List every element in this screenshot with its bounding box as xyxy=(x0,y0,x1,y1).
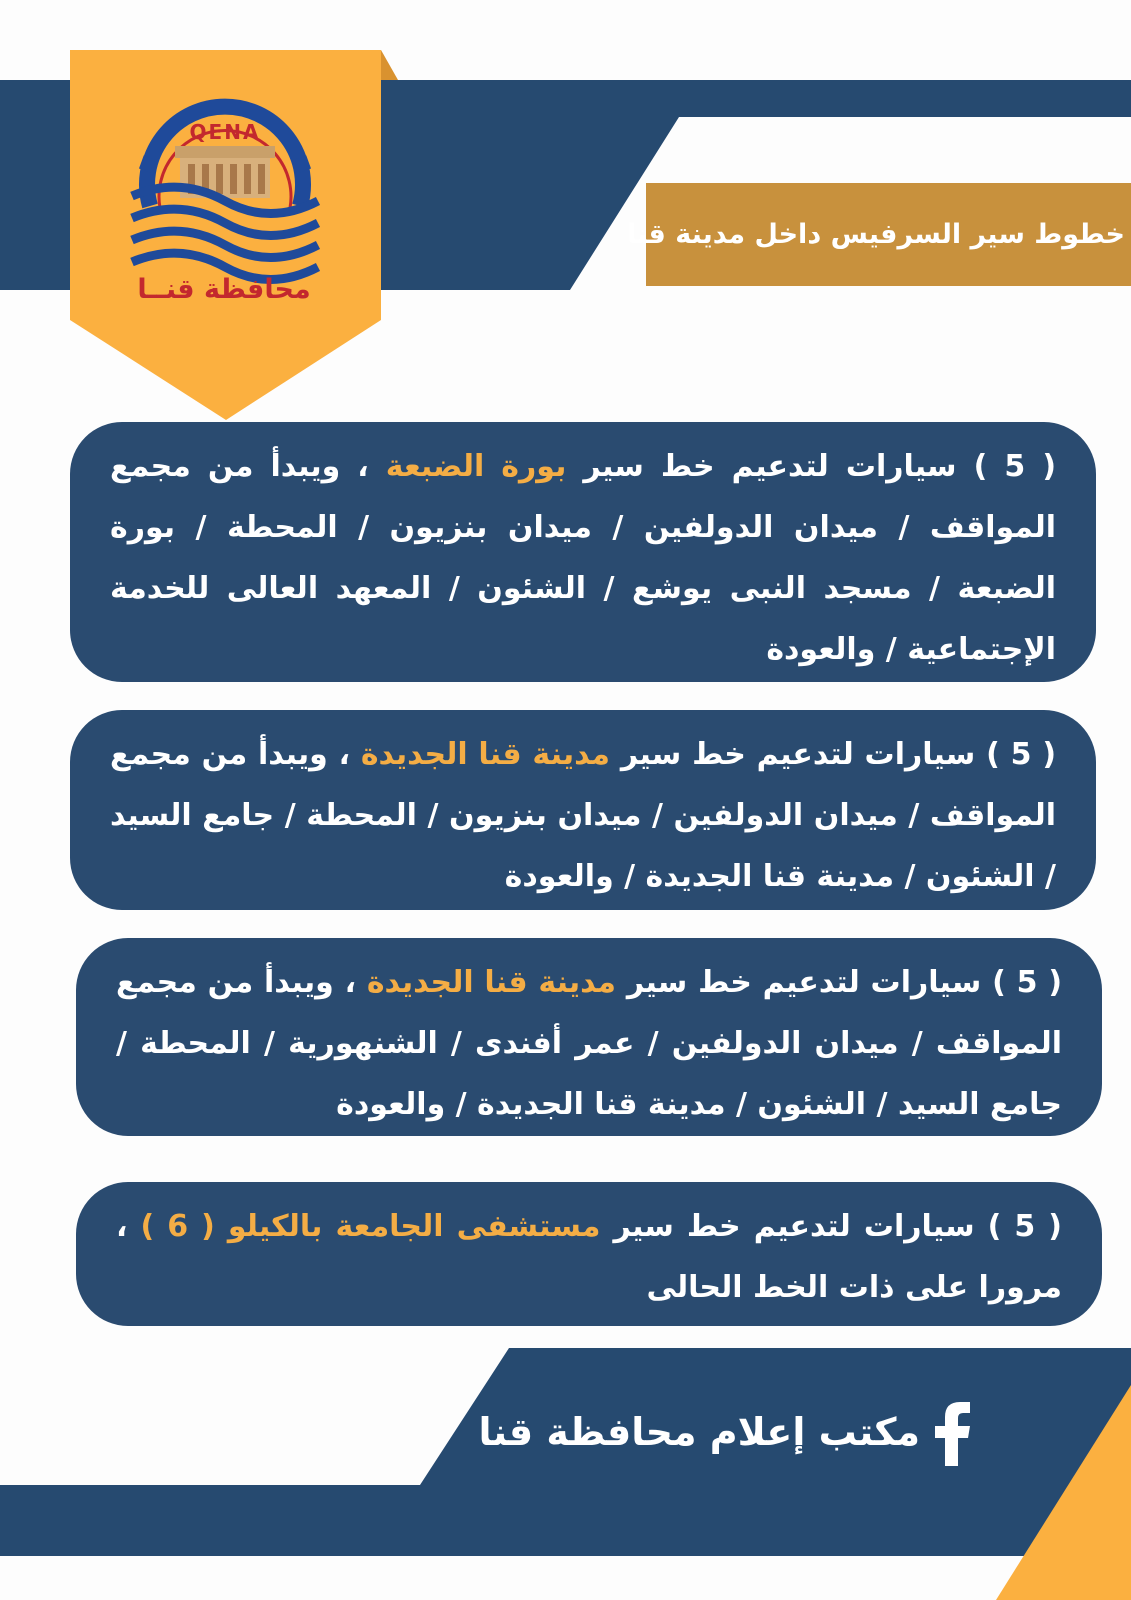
route-intro: سيارات لتدعيم خط سير xyxy=(583,449,957,484)
facebook-icon[interactable] xyxy=(932,1402,972,1466)
route-intro: سيارات لتدعيم خط سير xyxy=(620,737,976,772)
route-stops: ، ويبدأ من مجمع المواقف / ميدان الدولفين / ميدان بنزيون / المحطة / بورة الضبعة / مسجد النبى يوشع / الشئون / المعهد العالى للخدمة الإجتماعية / والعودة xyxy=(110,449,1056,667)
route-stops: ، ويبدأ من مجمع المواقف / ميدان الدولفين / ميدان بنزيون / المحطة / جامع السيد / الشئون / مدينة قنا الجديدة / والعودة xyxy=(110,737,1056,894)
page-title: خطوط سير السرفيس داخل مدينة قنا xyxy=(627,219,1125,250)
route-card-1 xyxy=(70,422,1096,682)
route-destination: مدينة قنا الجديدة xyxy=(366,965,617,1000)
route-destination: مدينة قنا الجديدة xyxy=(360,737,611,772)
facebook-page-name[interactable]: مكتب إعلام محافظة قنا xyxy=(478,1410,920,1454)
route-intro: سيارات لتدعيم خط سير xyxy=(613,1209,975,1244)
logo-caption: محافظة قنــا xyxy=(137,274,311,305)
car-count: ( 5 ) xyxy=(986,737,1057,772)
route-destination: مستشفى الجامعة بالكيلو ( 6 ) xyxy=(140,1209,601,1244)
route-card-3 xyxy=(76,938,1102,1136)
car-count: ( 5 ) xyxy=(987,1209,1062,1244)
car-count: ( 5 ) xyxy=(973,449,1057,484)
route-stops: ، مرورا على ذات الخط الحالى xyxy=(116,1209,1062,1305)
car-count: ( 5 ) xyxy=(992,965,1063,1000)
route-card-4 xyxy=(76,1182,1102,1326)
logo-text-qena: QENA xyxy=(189,120,261,144)
route-stops: ، ويبدأ من مجمع المواقف / ميدان الدولفين / عمر أفندى / الشنهورية / المحطة / جامع السيد / الشئون / مدينة قنا الجديدة / والعودة xyxy=(116,965,1062,1122)
route-card-2 xyxy=(70,710,1096,910)
title-banner xyxy=(627,183,1131,286)
route-destination: بورة الضبعة xyxy=(385,449,567,484)
route-intro: سيارات لتدعيم خط سير xyxy=(626,965,982,1000)
